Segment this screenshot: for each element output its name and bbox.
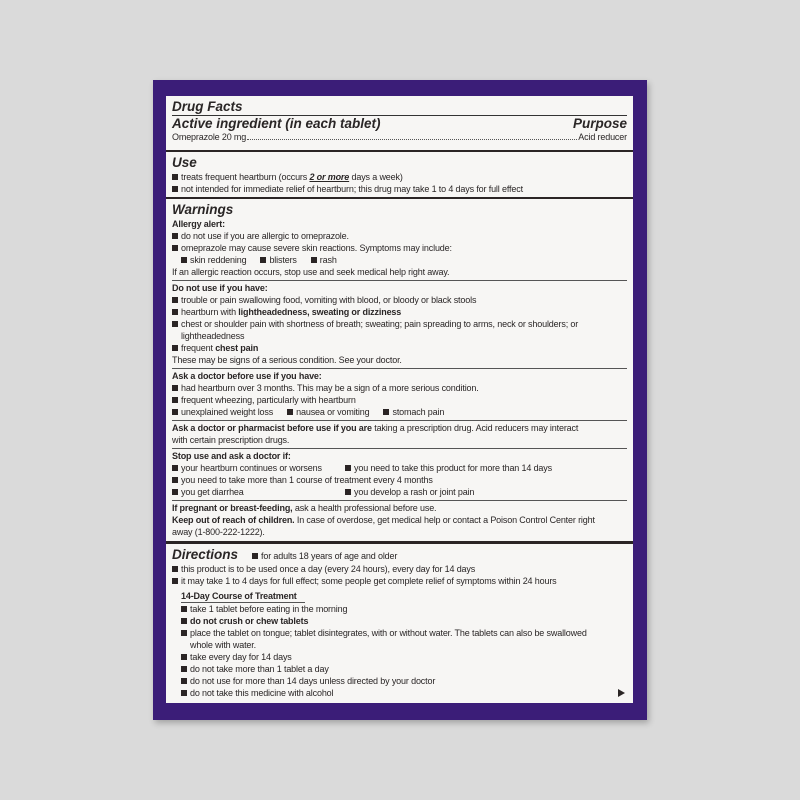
text-span: treats frequent heartburn (occurs	[181, 172, 310, 182]
text-span: do not use for more than 14 days unless directed by your doctor	[190, 676, 436, 686]
text-span: place the tablet on tongue; tablet disintegrates, with or without water. The tablets can also be swallowed	[190, 628, 587, 638]
text-span	[247, 132, 577, 140]
bullet-square-icon	[383, 409, 389, 415]
active-heading-row	[172, 115, 627, 132]
text-span: rash	[319, 255, 337, 265]
list-item	[172, 242, 627, 254]
bullet-square-icon	[311, 257, 317, 263]
text-span: it may take 1 to 4 days for full effect; some people get complete relief of symptoms within 24 hours	[181, 576, 557, 586]
text-span: you develop a rash or joint pain	[354, 487, 475, 497]
text-span	[172, 502, 627, 514]
list-item	[172, 575, 627, 587]
text-span: stomach pain	[392, 407, 445, 417]
bullet-square-icon	[172, 321, 178, 327]
course-block	[172, 590, 627, 699]
bullet-square-icon	[172, 233, 178, 239]
text-span: you get diarrhea	[181, 487, 244, 497]
text-span: this product is to be used once a day (every 24 hours), every day for 14 days	[181, 564, 476, 574]
text-span: frequent	[181, 343, 216, 353]
list-item	[181, 615, 627, 627]
purpose-heading: Purpose	[572, 116, 627, 131]
text-span: chest or shoulder pain with shortness of breath; sweating; pain spreading to arms, neck or shoulders; or	[181, 319, 579, 329]
text-span: ask a health professional before use.	[292, 503, 437, 513]
list-item	[172, 342, 627, 354]
text-span	[172, 547, 627, 563]
text-span: taking a prescription drug. Acid reducers may interact	[371, 423, 579, 433]
list-item	[172, 474, 627, 486]
allergy-heading: Allergy alert:	[172, 219, 225, 229]
text-span: do not crush or chew tablets	[190, 616, 309, 626]
bullet-square-icon	[181, 618, 187, 624]
bullet-square-icon	[172, 477, 178, 483]
bullet-square-icon	[172, 385, 178, 391]
ask-doctor-heading: Ask a doctor before use if you have:	[172, 371, 322, 381]
text-span: not intended for immediate relief of heartburn; this drug may take 1 to 4 days for full effect	[181, 184, 523, 194]
do-not-use-heading: Do not use if you have:	[172, 283, 268, 293]
drug-facts-title: Drug Facts	[172, 99, 243, 114]
bullet-square-icon	[181, 257, 187, 263]
list-item	[172, 486, 627, 498]
text-span: chest pain	[215, 343, 259, 353]
divider	[166, 150, 633, 152]
bullet-square-icon	[260, 257, 266, 263]
warnings-title: Warnings	[172, 202, 234, 217]
list-item	[181, 627, 627, 639]
bullet-square-icon	[172, 465, 178, 471]
text-span: do not take this medicine with alcohol	[190, 688, 334, 698]
bullet-square-icon	[345, 489, 351, 495]
list-item-cont: lightheadedness	[181, 331, 245, 341]
text-span	[172, 514, 627, 526]
pregnancy-block	[172, 500, 627, 538]
text-span: for adults 18 years of age and older	[261, 551, 398, 561]
text-span: you need to take more than 1 course of treatment every 4 months	[181, 475, 433, 485]
directions-title: Directions	[172, 547, 239, 562]
list-item	[172, 382, 627, 394]
text-span: blisters	[269, 255, 297, 265]
ask-pharmacist-text: with certain prescription drugs.	[172, 435, 290, 445]
list-item	[172, 462, 627, 474]
use-section	[166, 155, 633, 195]
text-span: heartburn with	[181, 307, 239, 317]
list-item-cont: whole with water.	[190, 640, 256, 650]
bullet-square-icon	[172, 397, 178, 403]
text-span: do not use if you are allergic to omeprazole.	[181, 231, 349, 241]
list-item	[172, 306, 627, 318]
text-span	[172, 422, 627, 434]
list-item	[172, 230, 627, 242]
list-item	[172, 294, 627, 306]
bullet-square-icon	[287, 409, 293, 415]
text-span: nausea or vomiting	[296, 407, 370, 417]
list-item	[181, 651, 627, 663]
bullet-square-icon	[172, 309, 178, 315]
allergy-note: If an allergic reaction occurs, stop use and seek medical help right away.	[172, 267, 450, 277]
poison-control: away (1-800-222-1222).	[172, 527, 265, 537]
list-item	[172, 394, 627, 406]
continue-arrow-icon	[618, 689, 625, 697]
directions-section	[166, 547, 633, 703]
drug-facts-section	[166, 99, 633, 143]
text-span: days a week)	[349, 172, 403, 182]
text-span: Keep out of reach of children.	[172, 515, 295, 525]
list-item	[172, 406, 627, 418]
ingredient-row	[172, 132, 627, 143]
symptoms-row	[172, 254, 627, 266]
list-item	[181, 687, 627, 699]
text-span: In case of overdose, get medical help or contact a Poison Control Center right	[294, 515, 595, 525]
text-span	[172, 462, 345, 474]
text-span: Ask a doctor or pharmacist before use if you are	[172, 423, 372, 433]
divider	[166, 197, 633, 199]
text-span: 2 or more	[309, 172, 350, 182]
bullet-square-icon	[172, 578, 178, 584]
divider	[166, 541, 633, 544]
active-ingredient-heading: Active ingredient (in each tablet)	[172, 116, 381, 131]
bullet-square-icon	[172, 186, 178, 192]
list-item	[172, 183, 627, 195]
text-span: your heartburn continues or worsens	[181, 463, 322, 473]
text-span: trouble or pain swallowing food, vomiting with blood, or bloody or black stools	[181, 295, 477, 305]
list-item	[172, 563, 627, 575]
warnings-section	[166, 202, 633, 538]
note: These may be signs of a serious condition. See your doctor.	[172, 355, 402, 365]
bullet-square-icon	[252, 553, 258, 559]
bullet-square-icon	[172, 245, 178, 251]
list-item	[181, 603, 627, 615]
text-span: take every day for 14 days	[190, 652, 292, 662]
purpose: Acid reducer	[578, 132, 627, 142]
text-span: skin reddening	[190, 255, 247, 265]
use-title: Use	[172, 155, 197, 170]
list-item	[172, 318, 627, 330]
text-span: frequent wheezing, particularly with heartburn	[181, 395, 356, 405]
text-span: do not take more than 1 tablet a day	[190, 664, 329, 674]
bullet-square-icon	[172, 409, 178, 415]
text-span: you need to take this product for more than 14 days	[354, 463, 552, 473]
bullet-square-icon	[181, 690, 187, 696]
stop-use-heading: Stop use and ask a doctor if:	[172, 451, 291, 461]
bullet-square-icon	[181, 666, 187, 672]
bullet-square-icon	[345, 465, 351, 471]
text-span	[172, 486, 345, 498]
list-item	[181, 675, 627, 687]
bullet-square-icon	[181, 630, 187, 636]
ask-doctor-block	[172, 368, 627, 418]
text-span: take 1 tablet before eating in the morning	[190, 604, 348, 614]
ingredient: Omeprazole 20 mg	[172, 132, 247, 142]
ask-pharmacist-block	[172, 420, 627, 446]
stop-use-block	[172, 448, 627, 498]
bullet-square-icon	[172, 297, 178, 303]
bullet-square-icon	[172, 489, 178, 495]
bullet-square-icon	[181, 654, 187, 660]
text-span: had heartburn over 3 months. This may be a sign of a more serious condition.	[181, 383, 479, 393]
list-item	[181, 663, 627, 675]
bullet-square-icon	[181, 678, 187, 684]
course-heading: 14-Day Course of Treatment	[181, 590, 305, 603]
bullet-square-icon	[172, 566, 178, 572]
text-span: unexplained weight loss	[181, 407, 274, 417]
text-span: omeprazole may cause severe skin reactions. Symptoms may include:	[181, 243, 452, 253]
bullet-square-icon	[181, 606, 187, 612]
text-span: lightheadedness, sweating or dizziness	[238, 307, 402, 317]
do-not-use-block	[172, 280, 627, 366]
text-span: If pregnant or breast-feeding,	[172, 503, 293, 513]
bullet-square-icon	[172, 345, 178, 351]
bullet-square-icon	[172, 174, 178, 180]
list-item	[172, 171, 627, 183]
